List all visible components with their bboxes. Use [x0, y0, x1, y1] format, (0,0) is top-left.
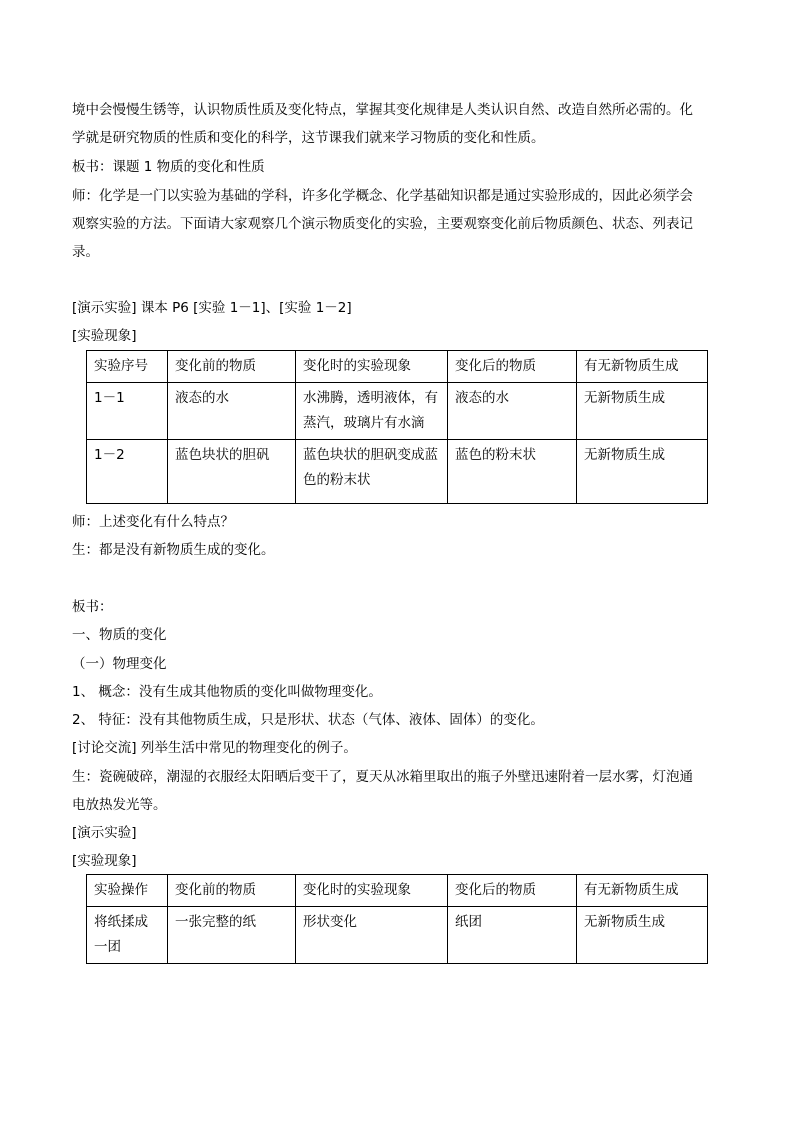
demo-experiment-label: [演示实验]: [72, 825, 137, 841]
table-header-cell: 变化时的实验现象: [296, 875, 448, 907]
teacher-line-2: 观察实验的方法。下面请大家观察几个演示物质变化的实验，主要观察变化前后物质颜色、状态、列表记: [72, 216, 693, 232]
feature-line: 2、 特征：没有其他物质生成，只是形状、状态（气体、液体、固体）的变化。: [72, 712, 544, 728]
table-header-cell: 变化后的物质: [448, 875, 577, 907]
table-cell: 形状变化: [296, 907, 448, 964]
phenomena-label-2: [实验现象]: [72, 853, 137, 869]
table-cell: 将纸揉成一团: [87, 907, 168, 964]
teacher-line-1: 师：化学是一门以实验为基础的学科，许多化学概念、化学基础知识都是通过实验形成的，因此必须学会: [72, 188, 693, 204]
student-examples-line-2: 电放热发光等。: [72, 797, 167, 813]
table-cell: 水沸腾，透明液体，有蒸汽，玻璃片有水滴: [296, 383, 448, 440]
table-cell: 蓝色块状的胆矾: [168, 440, 296, 504]
table-cell: 1－1: [87, 383, 168, 440]
table-cell: 1－2: [87, 440, 168, 504]
table-cell: 一张完整的纸: [168, 907, 296, 964]
section-heading: 一、物质的变化: [72, 627, 167, 643]
table-cell: 液态的水: [168, 383, 296, 440]
table-header-row: [87, 351, 708, 383]
intro-line-2: 学就是研究物质的性质和变化的科学，这节课我们就来学习物质的变化和性质。: [72, 130, 545, 146]
demo-experiment-title: [演示实验] 课本 P6 [实验 1－1]、[实验 1－2]: [72, 300, 352, 316]
table-cell: 蓝色的粉末状: [448, 440, 577, 504]
intro-line-1: 境中会慢慢生锈等，认识物质性质及变化特点，掌握其变化规律是人类认识自然、改造自然所必需的。化: [72, 102, 693, 118]
table-header-cell: 有无新物质生成: [577, 875, 708, 907]
experiment-table-1: [86, 350, 708, 504]
teacher-question: 师：上述变化有什么特点？: [72, 514, 234, 530]
table-header-cell: 变化后的物质: [448, 351, 577, 383]
table-header-cell: 变化前的物质: [168, 351, 296, 383]
table-header-row: [87, 875, 708, 907]
table-row: [87, 907, 708, 964]
table-row: [87, 440, 708, 504]
table-cell: 无新物质生成: [577, 907, 708, 964]
table-row: [87, 383, 708, 440]
table-cell: 纸团: [448, 907, 577, 964]
table-header-cell: 实验操作: [87, 875, 168, 907]
table-header-cell: 变化时的实验现象: [296, 351, 448, 383]
table-header-cell: 变化前的物质: [168, 875, 296, 907]
phenomena-label-1: [实验现象]: [72, 328, 137, 344]
table-cell: 液态的水: [448, 383, 577, 440]
experiment-table-2: [86, 874, 708, 964]
table-header-cell: 实验序号: [87, 351, 168, 383]
table-header-cell: 有无新物质生成: [577, 351, 708, 383]
table-cell: 无新物质生成: [577, 440, 708, 504]
concept-line: 1、 概念：没有生成其他物质的变化叫做物理变化。: [72, 684, 382, 700]
board-title: 板书：课题 1 物质的变化和性质: [72, 159, 265, 175]
subsection-heading: （一）物理变化: [72, 656, 167, 672]
board-label: 板书：: [72, 599, 113, 615]
student-examples-line-1: 生：瓷碗破碎，潮湿的衣服经太阳晒后变干了，夏天从冰箱里取出的瓶子外壁迅速附着一层水雾，灯泡通: [72, 769, 693, 785]
discussion-line: [讨论交流] 列举生活中常见的物理变化的例子。: [72, 740, 357, 756]
student-answer: 生：都是没有新物质生成的变化。: [72, 542, 275, 558]
teacher-line-3: 录。: [72, 244, 99, 260]
table-cell: 无新物质生成: [577, 383, 708, 440]
table-cell: 蓝色块状的胆矾变成蓝色的粉末状: [296, 440, 448, 504]
